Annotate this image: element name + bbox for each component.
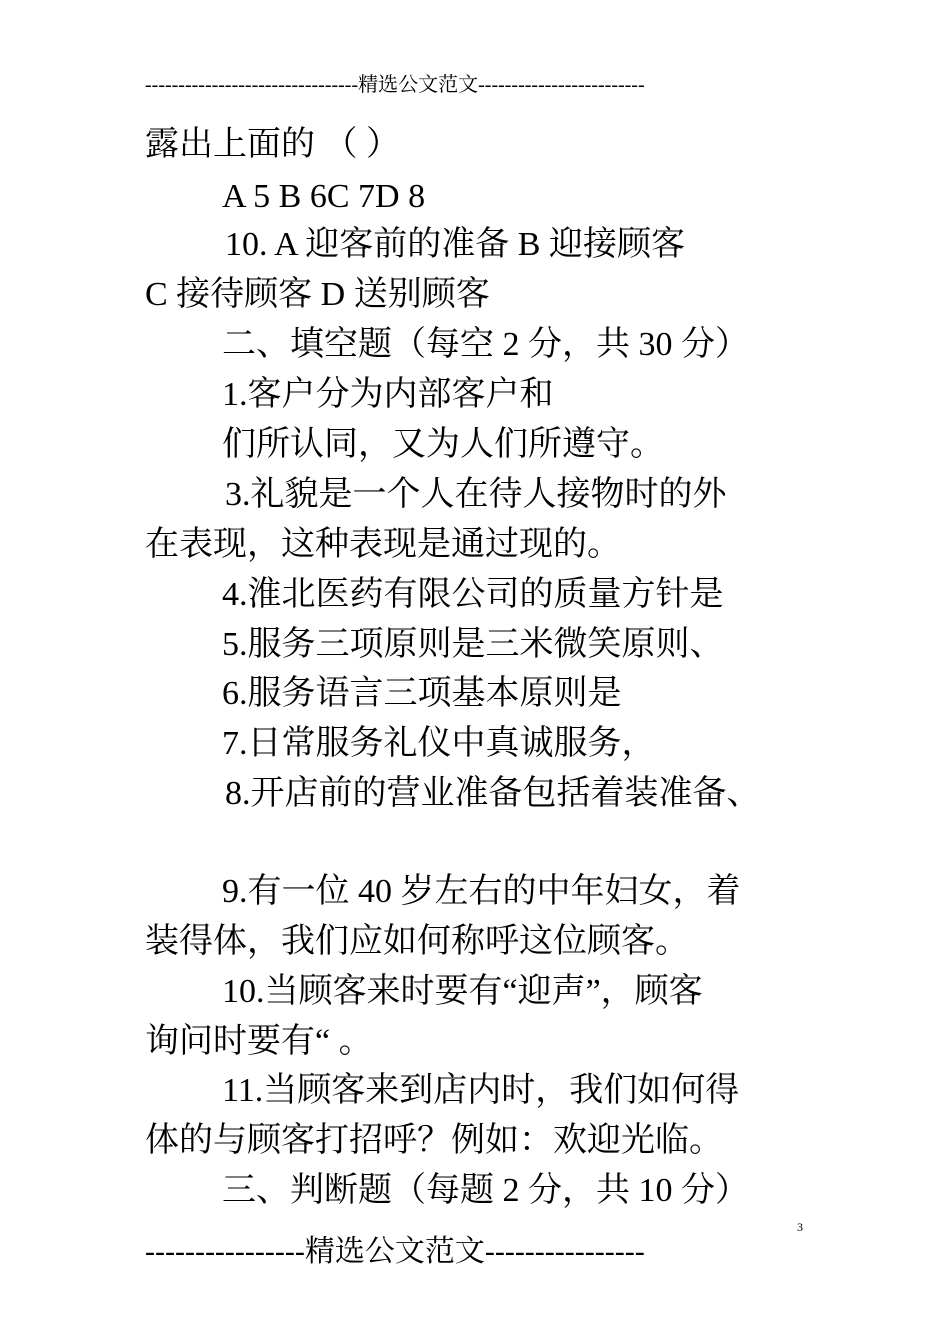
text-line-17: 10.当顾客来时要有“迎声”，顾客	[222, 973, 703, 1010]
text-line-12: 6.服务语言三项基本原则是	[222, 675, 622, 712]
text-line-10: 4.淮北医药有限公司的质量方针是	[222, 576, 724, 613]
text-line-15: 9.有一位 40 岁左右的中年妇女，着	[222, 873, 741, 910]
text-line-9: 在表现，这种表现是通过现的。	[145, 526, 621, 563]
text-line-2: A 5 B 6C 7D 8	[222, 178, 426, 215]
section-heading-true-false: 三、判断题（每题 2 分，共 10 分）	[222, 1172, 749, 1209]
text-line-16: 装得体，我们应如何称呼这位顾客。	[145, 923, 689, 960]
text-line-8: 3.礼貌是一个人在待人接物时的外	[225, 476, 727, 513]
text-line-18: 询问时要有“ 。	[145, 1023, 373, 1060]
text-line-3: 10. A 迎客前的准备 B 迎接顾客	[225, 226, 685, 263]
text-line-11: 5.服务三项原则是三米微笑原则、	[222, 626, 724, 663]
text-line-20: 体的与顾客打招呼？例如：欢迎光临。	[145, 1122, 723, 1159]
page-footer: ----------------精选公文范文----------------	[145, 1235, 645, 1268]
text-line-14: 8.开店前的营业准备包括着装准备、	[225, 775, 761, 812]
section-heading-fill-blank: 二、填空题（每空 2 分，共 30 分）	[222, 326, 749, 363]
text-line-1: 露出上面的 （ ）	[145, 126, 400, 163]
text-line-13: 7.日常服务礼仪中真诚服务，	[222, 725, 656, 762]
text-line-19: 11.当顾客来到店内时，我们如何得	[222, 1072, 740, 1109]
text-line-7: 们所认同，又为人们所遵守。	[222, 426, 664, 463]
page-number: 3	[797, 1220, 803, 1234]
text-line-4: C 接待顾客 D 送别顾客	[145, 276, 490, 313]
page-header: --------------------------------精选公文范文-------------------------	[145, 74, 645, 96]
text-line-6: 1.客户分为内部客户和	[222, 376, 554, 413]
